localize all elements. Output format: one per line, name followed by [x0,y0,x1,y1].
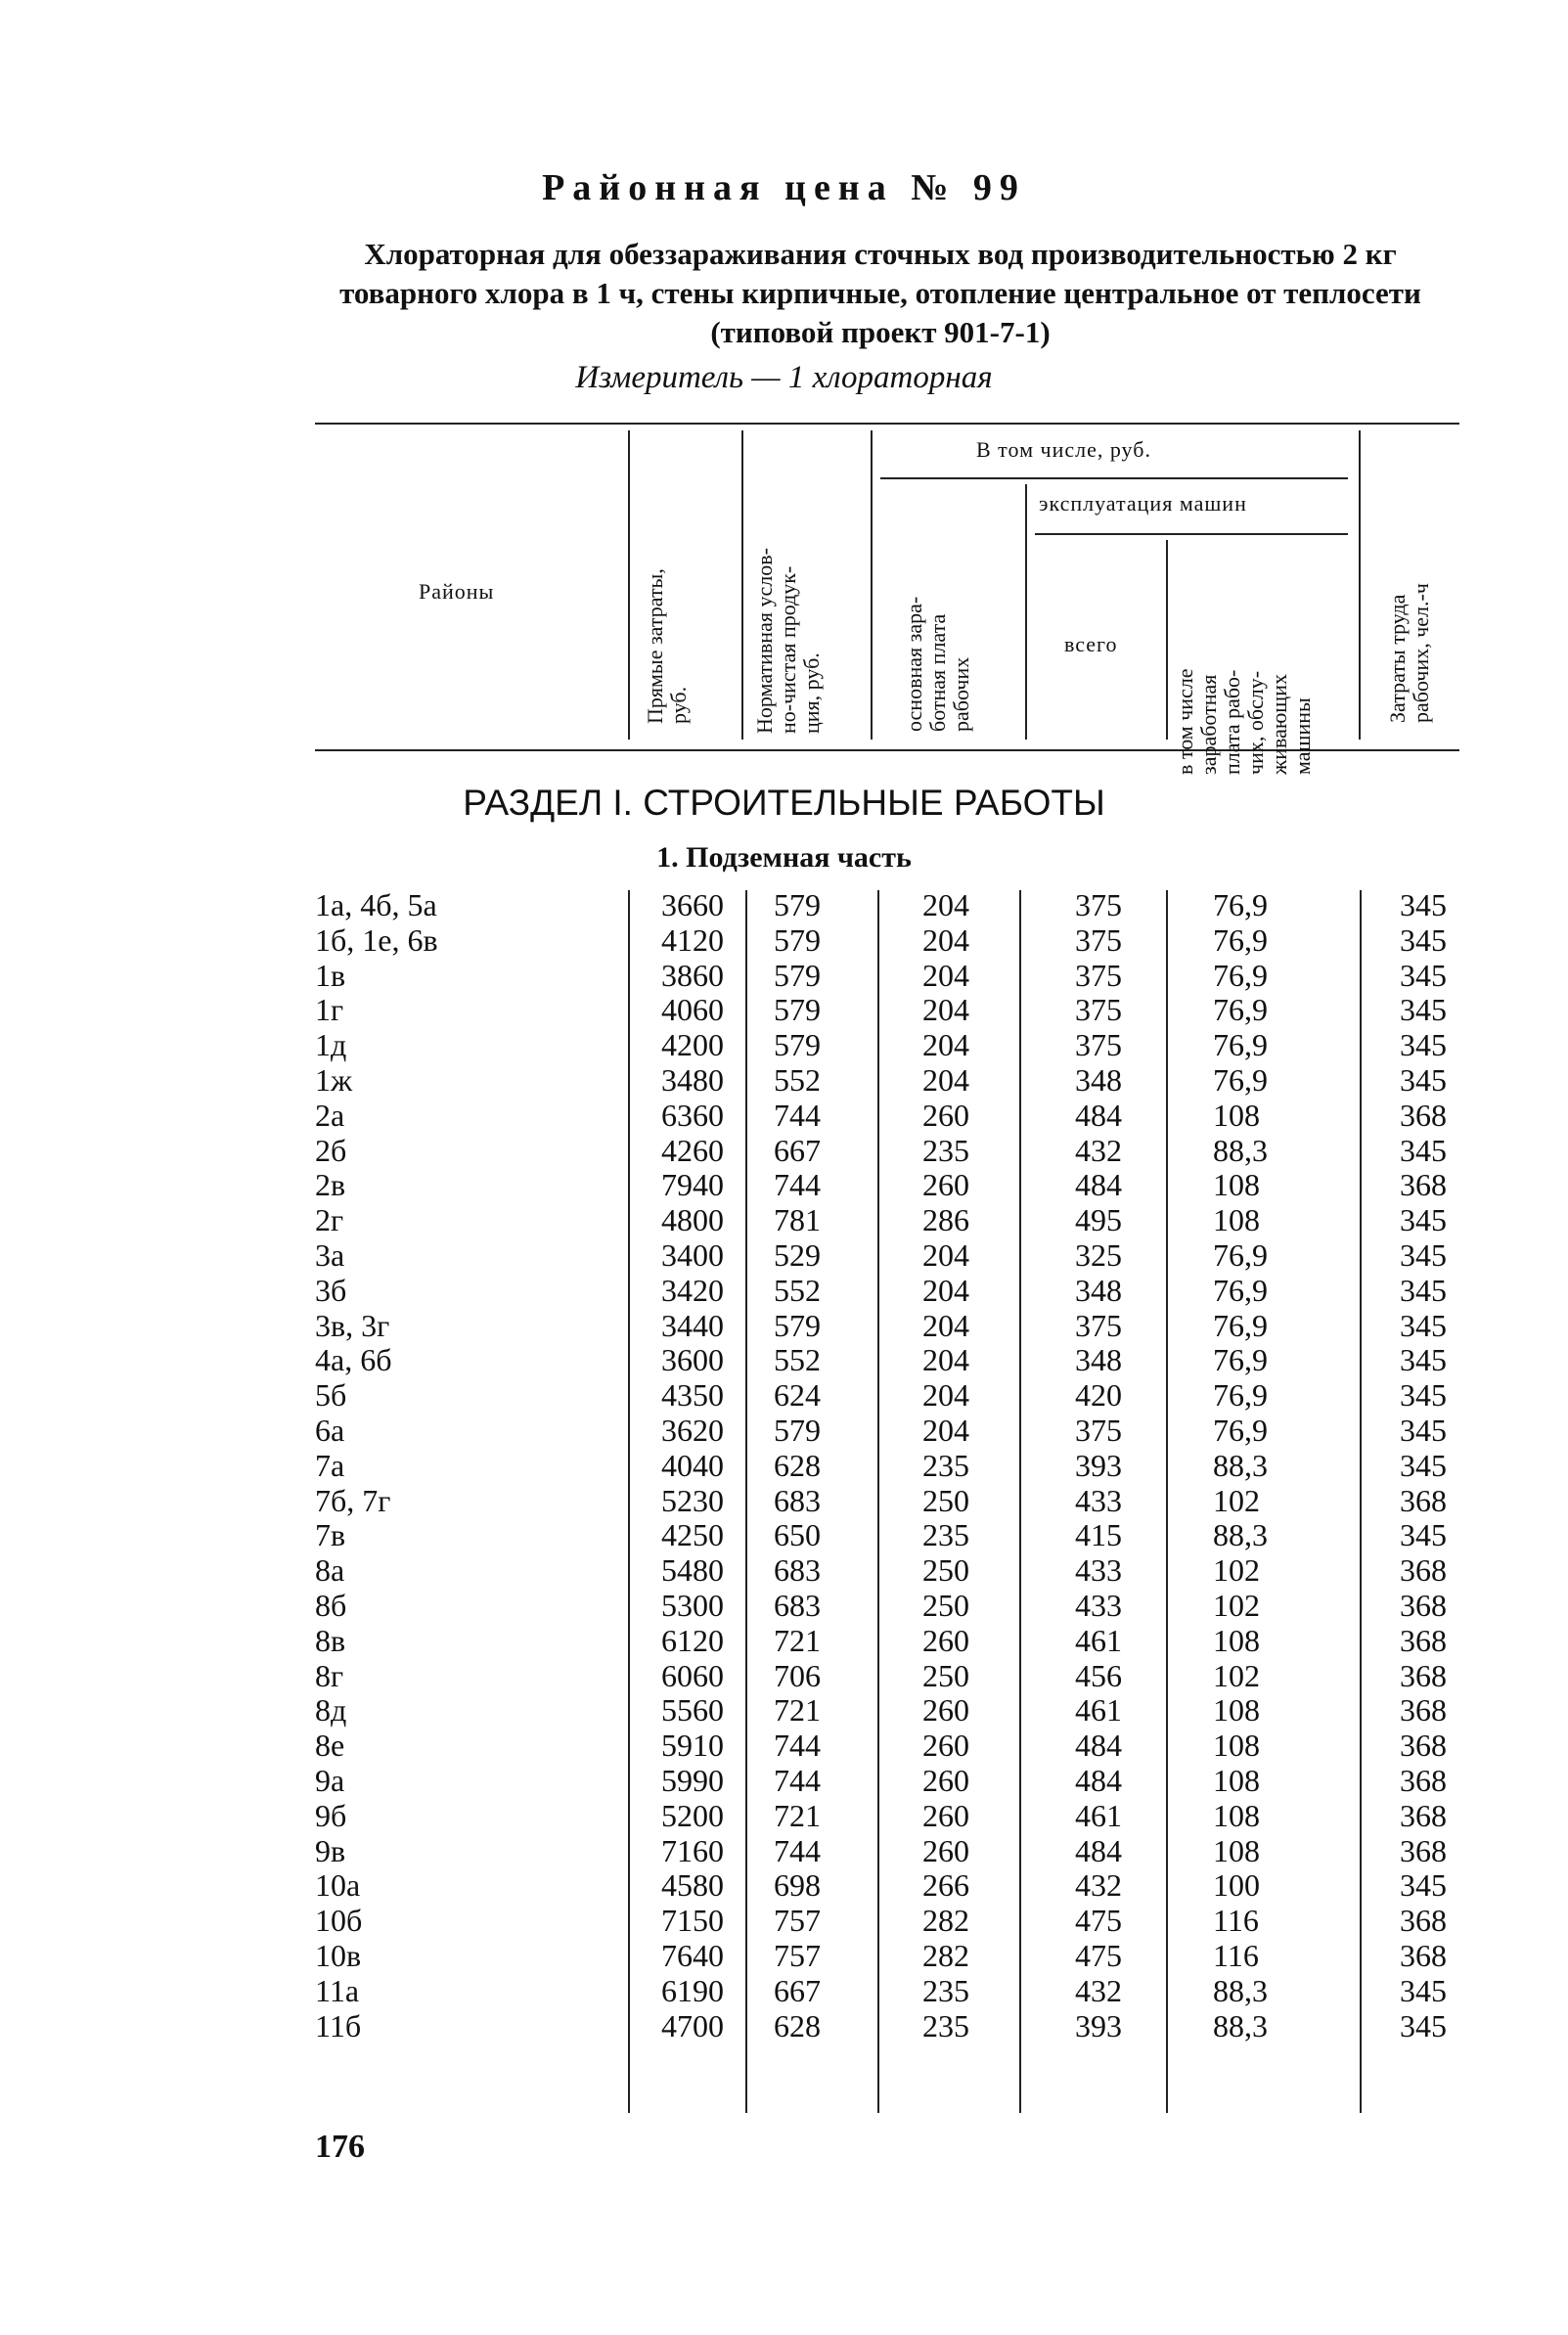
direct-costs-cell: 3480 [661,1061,724,1098]
normative-net-cell: 579 [774,1412,821,1448]
machines-total-cell: 484 [1075,1832,1122,1868]
machines-total-cell: 393 [1075,2007,1122,2043]
base-wage-cell: 282 [922,1937,969,1973]
labor-cell: 345 [1400,887,1447,922]
normative-net-cell: 624 [774,1377,821,1414]
normative-net-cell: 683 [774,1482,821,1518]
direct-costs-cell: 3600 [661,1342,724,1378]
table-row [0,1237,1568,1273]
direct-costs-cell: 4250 [661,1517,724,1553]
machines-total-cell: 432 [1075,1972,1122,2008]
machines-total-cell: 433 [1075,1482,1122,1518]
district-cell: 1ж [315,1061,353,1098]
normative-net-cell: 721 [774,1692,821,1729]
table-body [0,887,1568,2043]
machine-wage-cell: 88,3 [1213,2007,1268,2043]
labor-cell: 345 [1400,1447,1447,1483]
machine-wage-cell: 88,3 [1213,1447,1268,1483]
direct-costs-cell: 3860 [661,957,724,993]
district-cell: 8б [315,1587,347,1623]
labor-cell: 345 [1400,1867,1447,1904]
header-labor: Затраты труда рабочих, чел.-ч [1385,583,1433,723]
base-wage-cell: 260 [922,1832,969,1868]
table-row [0,1273,1568,1308]
machine-wage-cell: 76,9 [1213,921,1268,958]
base-wage-cell: 250 [922,1552,969,1589]
direct-costs-cell: 5910 [661,1728,724,1764]
machines-total-cell: 375 [1075,992,1122,1028]
direct-costs-cell: 4040 [661,1447,724,1483]
machine-wage-cell: 108 [1213,1832,1260,1868]
machine-wage-cell: 76,9 [1213,1061,1268,1098]
base-wage-cell: 235 [922,2007,969,2043]
machines-total-cell: 461 [1075,1692,1122,1729]
machine-wage-cell: 76,9 [1213,992,1268,1028]
header-base-wage: основная зара- ботная плата рабочих [902,596,973,732]
normative-net-cell: 744 [774,1167,821,1203]
machines-total-cell: 484 [1075,1097,1122,1133]
base-wage-cell: 204 [922,957,969,993]
table-row [0,1903,1568,1938]
page-number: 176 [315,2129,365,2165]
base-wage-cell: 250 [922,1587,969,1623]
direct-costs-cell: 4060 [661,992,724,1028]
normative-net-cell: 757 [774,1903,821,1939]
machines-total-cell: 475 [1075,1937,1122,1973]
header-districts: Районы [419,579,495,604]
normative-net-cell: 579 [774,1307,821,1343]
header-including: В том числе, руб. [976,437,1151,462]
table-row [0,1377,1568,1413]
machine-wage-cell: 108 [1213,1167,1260,1203]
machine-wage-cell: 108 [1213,1797,1260,1833]
table-row [0,1308,1568,1343]
machines-total-cell: 375 [1075,887,1122,922]
machines-total-cell: 375 [1075,1412,1122,1448]
machine-wage-cell: 108 [1213,1622,1260,1658]
district-cell: 10а [315,1867,361,1904]
machine-wage-cell: 108 [1213,1097,1260,1133]
table-row [0,1133,1568,1168]
base-wage-cell: 204 [922,1377,969,1414]
base-wage-cell: 204 [922,1342,969,1378]
machine-wage-cell: 76,9 [1213,1412,1268,1448]
machines-total-cell: 484 [1075,1167,1122,1203]
table-row [0,1833,1568,1868]
machines-total-cell: 375 [1075,921,1122,958]
table-row [0,1413,1568,1448]
table-row [0,1027,1568,1062]
table-row [0,1798,1568,1833]
table-row [0,1167,1568,1202]
normative-net-cell: 757 [774,1937,821,1973]
labor-cell: 368 [1400,1097,1447,1133]
direct-costs-cell: 3400 [661,1236,724,1273]
base-wage-cell: 204 [922,1307,969,1343]
labor-cell: 368 [1400,1762,1447,1798]
machine-wage-cell: 108 [1213,1692,1260,1729]
table-row [0,1342,1568,1377]
labor-cell: 345 [1400,992,1447,1028]
district-cell: 9в [315,1832,346,1868]
district-cell: 8г [315,1657,344,1693]
labor-cell: 345 [1400,1272,1447,1308]
district-cell: 9б [315,1797,347,1833]
district-cell: 3б [315,1272,347,1308]
machine-wage-cell: 76,9 [1213,1027,1268,1063]
machine-wage-cell: 88,3 [1213,1132,1268,1168]
labor-cell: 368 [1400,1832,1447,1868]
labor-cell: 345 [1400,1307,1447,1343]
district-cell: 2б [315,1132,347,1168]
direct-costs-cell: 4200 [661,1027,724,1063]
machine-wage-cell: 76,9 [1213,1377,1268,1414]
labor-cell: 368 [1400,1552,1447,1589]
normative-net-cell: 667 [774,1972,821,2008]
labor-cell: 368 [1400,1482,1447,1518]
table-row [0,1588,1568,1623]
base-wage-cell: 235 [922,1447,969,1483]
normative-net-cell: 579 [774,921,821,958]
direct-costs-cell: 3620 [661,1412,724,1448]
direct-costs-cell: 7940 [661,1167,724,1203]
machines-total-cell: 432 [1075,1132,1122,1168]
direct-costs-cell: 5230 [661,1482,724,1518]
direct-costs-cell: 3440 [661,1307,724,1343]
normative-net-cell: 552 [774,1272,821,1308]
table-row [0,922,1568,958]
machines-total-cell: 433 [1075,1587,1122,1623]
table-row [0,1763,1568,1798]
header-machines: эксплуатация машин [1039,491,1247,516]
district-cell: 3а [315,1236,345,1273]
header-total: всего [1064,632,1118,656]
subsection-title: 1. Подземная часть [656,841,912,874]
base-wage-cell: 204 [922,1236,969,1273]
labor-cell: 345 [1400,1027,1447,1063]
machine-wage-cell: 102 [1213,1587,1260,1623]
normative-net-cell: 579 [774,1027,821,1063]
unit-of-measure: Измеритель — 1 хлораторная [575,360,993,395]
normative-net-cell: 579 [774,957,821,993]
machine-wage-cell: 76,9 [1213,1236,1268,1273]
district-cell: 2г [315,1202,344,1238]
normative-net-cell: 721 [774,1622,821,1658]
normative-net-cell: 683 [774,1587,821,1623]
header-direct-costs: Прямые затраты, руб. [643,568,691,724]
table-row [0,1692,1568,1728]
normative-net-cell: 552 [774,1061,821,1098]
direct-costs-cell: 4580 [661,1867,724,1904]
base-wage-cell: 260 [922,1167,969,1203]
base-wage-cell: 260 [922,1692,969,1729]
machines-total-cell: 461 [1075,1797,1122,1833]
machine-wage-cell: 102 [1213,1552,1260,1589]
machine-wage-cell: 76,9 [1213,1307,1268,1343]
direct-costs-cell: 6190 [661,1972,724,2008]
machines-total-cell: 325 [1075,1236,1122,1273]
machines-total-cell: 348 [1075,1342,1122,1378]
table-row [0,992,1568,1027]
normative-net-cell: 667 [774,1132,821,1168]
table-row [0,1098,1568,1133]
normative-net-cell: 579 [774,887,821,922]
direct-costs-cell: 5200 [661,1797,724,1833]
district-cell: 10б [315,1903,363,1939]
table-row [0,1728,1568,1763]
base-wage-cell: 235 [922,1517,969,1553]
direct-costs-cell: 5560 [661,1692,724,1729]
base-wage-cell: 204 [922,992,969,1028]
section-title: РАЗДЕЛ I. СТРОИТЕЛЬНЫЕ РАБОТЫ [463,783,1105,823]
labor-cell: 345 [1400,1972,1447,2008]
machines-total-cell: 415 [1075,1517,1122,1553]
normative-net-cell: 744 [774,1728,821,1764]
district-cell: 9а [315,1762,345,1798]
direct-costs-cell: 6120 [661,1622,724,1658]
district-cell: 1д [315,1027,347,1063]
machine-wage-cell: 116 [1213,1937,1259,1973]
machines-total-cell: 375 [1075,957,1122,993]
machine-wage-cell: 108 [1213,1202,1260,1238]
base-wage-cell: 260 [922,1097,969,1133]
labor-cell: 345 [1400,1517,1447,1553]
labor-cell: 345 [1400,921,1447,958]
district-cell: 8в [315,1622,346,1658]
machines-total-cell: 420 [1075,1377,1122,1414]
normative-net-cell: 683 [774,1552,821,1589]
district-cell: 8а [315,1552,345,1589]
labor-cell: 345 [1400,1342,1447,1378]
machines-total-cell: 348 [1075,1272,1122,1308]
normative-net-cell: 529 [774,1236,821,1273]
machine-wage-cell: 76,9 [1213,1272,1268,1308]
table-row [0,1062,1568,1098]
normative-net-cell: 552 [774,1342,821,1378]
labor-cell: 345 [1400,1377,1447,1414]
district-cell: 11а [315,1972,360,2008]
district-cell: 3в, 3г [315,1307,390,1343]
district-cell: 8д [315,1692,347,1729]
labor-cell: 368 [1400,1167,1447,1203]
labor-cell: 368 [1400,1797,1447,1833]
base-wage-cell: 204 [922,1272,969,1308]
machine-wage-cell: 76,9 [1213,1342,1268,1378]
direct-costs-cell: 4700 [661,2007,724,2043]
labor-cell: 368 [1400,1937,1447,1973]
base-wage-cell: 204 [922,1027,969,1063]
base-wage-cell: 204 [922,921,969,958]
machines-total-cell: 375 [1075,1027,1122,1063]
district-cell: 1г [315,992,344,1028]
district-cell: 7в [315,1517,346,1553]
machine-wage-cell: 76,9 [1213,957,1268,993]
labor-cell: 345 [1400,1202,1447,1238]
machines-total-cell: 461 [1075,1622,1122,1658]
district-cell: 1в [315,957,346,993]
table-row [0,1483,1568,1518]
table-row [0,1867,1568,1903]
district-cell: 10в [315,1937,362,1973]
base-wage-cell: 260 [922,1728,969,1764]
labor-cell: 368 [1400,1657,1447,1693]
labor-cell: 345 [1400,1061,1447,1098]
base-wage-cell: 260 [922,1762,969,1798]
header-normative-net: Нормативная услов- но-чистая продук- ция, руб. [752,548,824,734]
base-wage-cell: 204 [922,1412,969,1448]
machines-total-cell: 393 [1075,1447,1122,1483]
normative-net-cell: 744 [774,1832,821,1868]
normative-net-cell: 650 [774,1517,821,1553]
district-cell: 2а [315,1097,345,1133]
labor-cell: 345 [1400,1132,1447,1168]
machine-wage-cell: 88,3 [1213,1517,1268,1553]
machines-total-cell: 495 [1075,1202,1122,1238]
machines-total-cell: 456 [1075,1657,1122,1693]
page-title: Районная цена № 99 [542,167,1026,208]
normative-net-cell: 706 [774,1657,821,1693]
labor-cell: 345 [1400,957,1447,993]
normative-net-cell: 781 [774,1202,821,1238]
district-cell: 11б [315,2007,362,2043]
direct-costs-cell: 5480 [661,1552,724,1589]
machines-total-cell: 433 [1075,1552,1122,1589]
machine-wage-cell: 100 [1213,1867,1260,1904]
table-row [0,887,1568,922]
labor-cell: 368 [1400,1728,1447,1764]
machine-wage-cell: 108 [1213,1762,1260,1798]
machine-wage-cell: 88,3 [1213,1972,1268,2008]
labor-cell: 345 [1400,1412,1447,1448]
district-cell: 7б, 7г [315,1482,391,1518]
table-row [0,2008,1568,2043]
direct-costs-cell: 5300 [661,1587,724,1623]
table-row [0,1973,1568,2008]
base-wage-cell: 250 [922,1482,969,1518]
table-row [0,1623,1568,1658]
machines-total-cell: 484 [1075,1728,1122,1764]
direct-costs-cell: 4350 [661,1377,724,1414]
table-row [0,1517,1568,1552]
base-wage-cell: 260 [922,1622,969,1658]
table-row [0,1202,1568,1237]
direct-costs-cell: 5990 [661,1762,724,1798]
labor-cell: 368 [1400,1587,1447,1623]
direct-costs-cell: 7640 [661,1937,724,1973]
table-row [0,1658,1568,1693]
base-wage-cell: 235 [922,1132,969,1168]
base-wage-cell: 204 [922,1061,969,1098]
machine-wage-cell: 76,9 [1213,887,1268,922]
base-wage-cell: 250 [922,1657,969,1693]
base-wage-cell: 260 [922,1797,969,1833]
normative-net-cell: 628 [774,1447,821,1483]
labor-cell: 368 [1400,1903,1447,1939]
normative-net-cell: 744 [774,1097,821,1133]
district-cell: 4а, 6б [315,1342,392,1378]
table-row [0,958,1568,993]
machine-wage-cell: 116 [1213,1903,1259,1939]
labor-cell: 368 [1400,1692,1447,1729]
normative-net-cell: 628 [774,2007,821,2043]
district-cell: 6а [315,1412,345,1448]
normative-net-cell: 744 [774,1762,821,1798]
direct-costs-cell: 7150 [661,1903,724,1939]
machines-total-cell: 348 [1075,1061,1122,1098]
direct-costs-cell: 3420 [661,1272,724,1308]
header-machine-wage: в том числе заработная плата рабо- чих, обслу- живающих машины [1173,668,1315,775]
district-cell: 1а, 4б, 5а [315,887,437,922]
district-cell: 1б, 1е, 6в [315,921,438,958]
object-description: Хлораторная для обеззараживания сточных вод производительностью 2 кг товарного хлора в 1 ч, стены кирпичные, отопление центральное от теплосети (типовой проект 901-7-1) [339,237,1421,349]
base-wage-cell: 282 [922,1903,969,1939]
machine-wage-cell: 102 [1213,1482,1260,1518]
normative-net-cell: 698 [774,1867,821,1904]
machines-total-cell: 432 [1075,1867,1122,1904]
machine-wage-cell: 108 [1213,1728,1260,1764]
machines-total-cell: 375 [1075,1307,1122,1343]
base-wage-cell: 266 [922,1867,969,1904]
machines-total-cell: 484 [1075,1762,1122,1798]
labor-cell: 345 [1400,2007,1447,2043]
table-row [0,1552,1568,1588]
table-row [0,1448,1568,1483]
machines-total-cell: 475 [1075,1903,1122,1939]
labor-cell: 345 [1400,1236,1447,1273]
district-cell: 2в [315,1167,346,1203]
district-cell: 5б [315,1377,347,1414]
district-cell: 7а [315,1447,345,1483]
direct-costs-cell: 4120 [661,921,724,958]
normative-net-cell: 721 [774,1797,821,1833]
direct-costs-cell: 3660 [661,887,724,922]
direct-costs-cell: 6360 [661,1097,724,1133]
direct-costs-cell: 6060 [661,1657,724,1693]
base-wage-cell: 286 [922,1202,969,1238]
machine-wage-cell: 102 [1213,1657,1260,1693]
direct-costs-cell: 4800 [661,1202,724,1238]
labor-cell: 368 [1400,1622,1447,1658]
base-wage-cell: 204 [922,887,969,922]
district-cell: 8е [315,1728,345,1764]
direct-costs-cell: 4260 [661,1132,724,1168]
table-row [0,1938,1568,1973]
direct-costs-cell: 7160 [661,1832,724,1868]
normative-net-cell: 579 [774,992,821,1028]
base-wage-cell: 235 [922,1972,969,2008]
